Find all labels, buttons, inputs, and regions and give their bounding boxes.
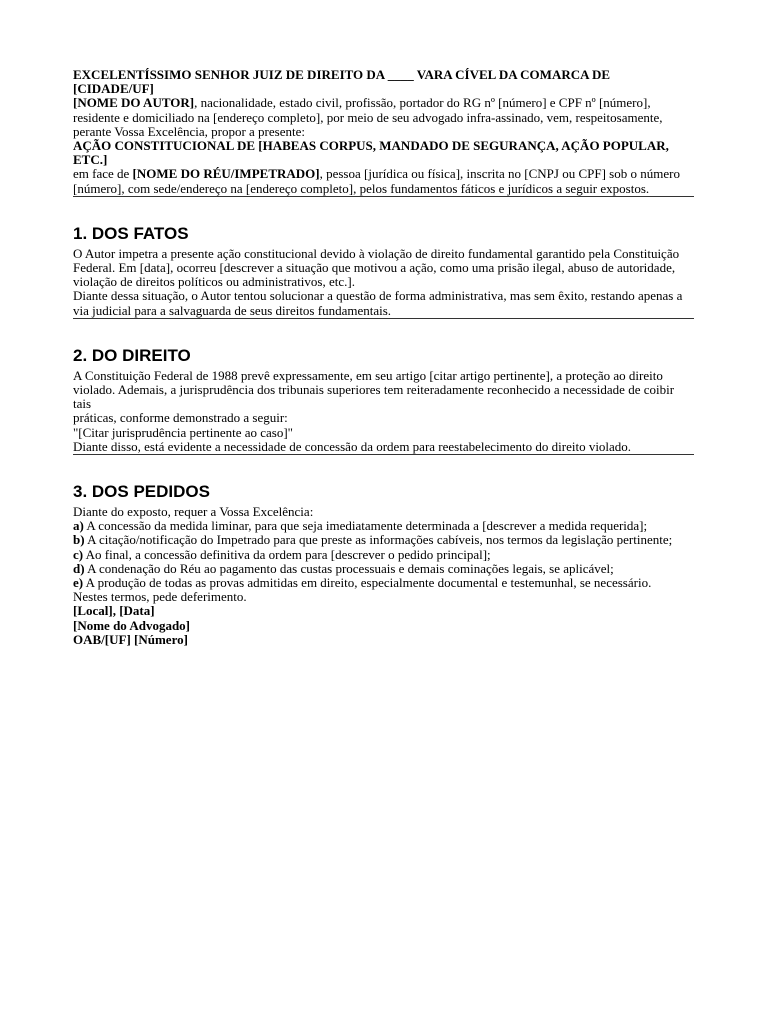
list-item: [73, 519, 694, 533]
section-heading-direito: 2. DO DIREITO: [73, 345, 191, 365]
paragraph-line: violado. Ademais, a jurisprudência dos tribunais superiores tem reiteradamente reconhecido a necessidade de coibir tais: [73, 382, 675, 412]
item-text: A concessão da medida liminar, para que seja imediatamente determinada a [descrever a medida requerida];: [83, 518, 648, 534]
section-divider: [73, 196, 694, 197]
paragraph-line: práticas, conforme demonstrado a seguir:: [73, 410, 288, 426]
list-item: [73, 562, 694, 576]
section-heading-pedidos: 3. DOS PEDIDOS: [73, 482, 210, 502]
item-marker: b): [73, 532, 85, 548]
item-text: Ao final, a concessão definitiva da ordem para [descrever o pedido principal];: [83, 546, 491, 562]
petition-header: [73, 68, 694, 196]
item-text: A condenação do Réu ao pagamento das custas processuais e demais cominações legais, se aplicável;: [84, 560, 614, 576]
defendant-name: [NOME DO RÉU/IMPETRADO]: [132, 166, 320, 182]
quote-line: "[Citar jurisprudência pertinente ao caso]": [73, 424, 293, 440]
section-direito-body: [73, 369, 694, 454]
document-page: [73, 68, 694, 647]
item-marker: a): [73, 518, 84, 534]
paragraph-line: A Constituição Federal de 1988 prevê expressamente, em seu artigo [citar artigo pertinente], a proteção ao direito: [73, 367, 663, 383]
pedidos-intro: Diante do exposto, requer a Vossa Excelência:: [73, 504, 314, 520]
list-item: [73, 548, 694, 562]
item-text: A produção de todas as provas admitidas em direito, especialmente documental e testemunhal, se necessário.: [83, 575, 652, 591]
item-text: A citação/notificação do Impetrado para que preste as informações cabíveis, nos termos da legislação pertinente;: [84, 532, 673, 548]
author-line: [73, 96, 694, 110]
list-item: [73, 576, 694, 590]
paragraph-line: Federal. Em [data], ocorreu [descrever a situação que motivou a ação, como uma prisão ilegal, abuso de autoridade,: [73, 260, 676, 276]
defendant-prefix: em face de: [73, 166, 133, 182]
addressee-line: EXCELENTÍSSIMO SENHOR JUIZ DE DIREITO DA ____ VARA CÍVEL DA COMARCA DE [CIDADE/UF]: [73, 67, 611, 97]
closing-line: Nestes termos, pede deferimento.: [73, 589, 247, 605]
section-divider: [73, 454, 694, 455]
list-item: [73, 533, 694, 547]
paragraph-line: via judicial para a salvaguarda de seus direitos fundamentais.: [73, 302, 392, 318]
defendant-details: , pessoa [jurídica ou física], inscrita no [CNPJ ou CPF] sob o número: [319, 166, 680, 182]
action-title-line: AÇÃO CONSTITUCIONAL DE [HABEAS CORPUS, MANDADO DE SEGURANÇA, AÇÃO POPULAR,: [73, 138, 669, 154]
lawyer-name: [Nome do Advogado]: [73, 617, 191, 633]
section-heading-fatos: 1. DOS FATOS: [73, 223, 189, 243]
item-marker: d): [73, 560, 85, 576]
paragraph-line: Diante disso, está evidente a necessidade de concessão da ordem para reestabelecimento do direito violado.: [73, 438, 632, 454]
item-marker: e): [73, 575, 84, 591]
author-name: [NOME DO AUTOR]: [73, 95, 195, 111]
section-divider: [73, 318, 694, 319]
defendant-line: [73, 167, 694, 181]
section-pedidos-body: [73, 505, 694, 647]
defendant-details-line: [número], com sede/endereço na [endereço completo], pelos fundamentos fáticos e jurídicos a seguir expostos.: [73, 180, 650, 196]
paragraph-line: Diante dessa situação, o Autor tentou solucionar a questão de forma administrativa, mas sem êxito, restando apenas a: [73, 288, 683, 304]
author-details-line: perante Vossa Excelência, propor a presente:: [73, 123, 305, 139]
action-title-line: ETC.]: [73, 152, 108, 168]
paragraph-line: O Autor impetra a presente ação constitucional devido à violação de direito fundamental garantido pela Constituição: [73, 245, 680, 261]
section-fatos-body: [73, 247, 694, 318]
author-details: , nacionalidade, estado civil, profissão, portador do RG nº [número] e CPF nº [número],: [194, 95, 651, 111]
paragraph-line: violação de direitos políticos ou administrativos, etc.].: [73, 274, 355, 290]
place-date: [Local], [Data]: [73, 603, 155, 619]
oab-number: OAB/[UF] [Número]: [73, 631, 188, 647]
author-details-line: residente e domiciliado na [endereço completo], por meio de seu advogado infra-assinado, vem, respeitosamente,: [73, 109, 663, 125]
item-marker: c): [73, 546, 84, 562]
